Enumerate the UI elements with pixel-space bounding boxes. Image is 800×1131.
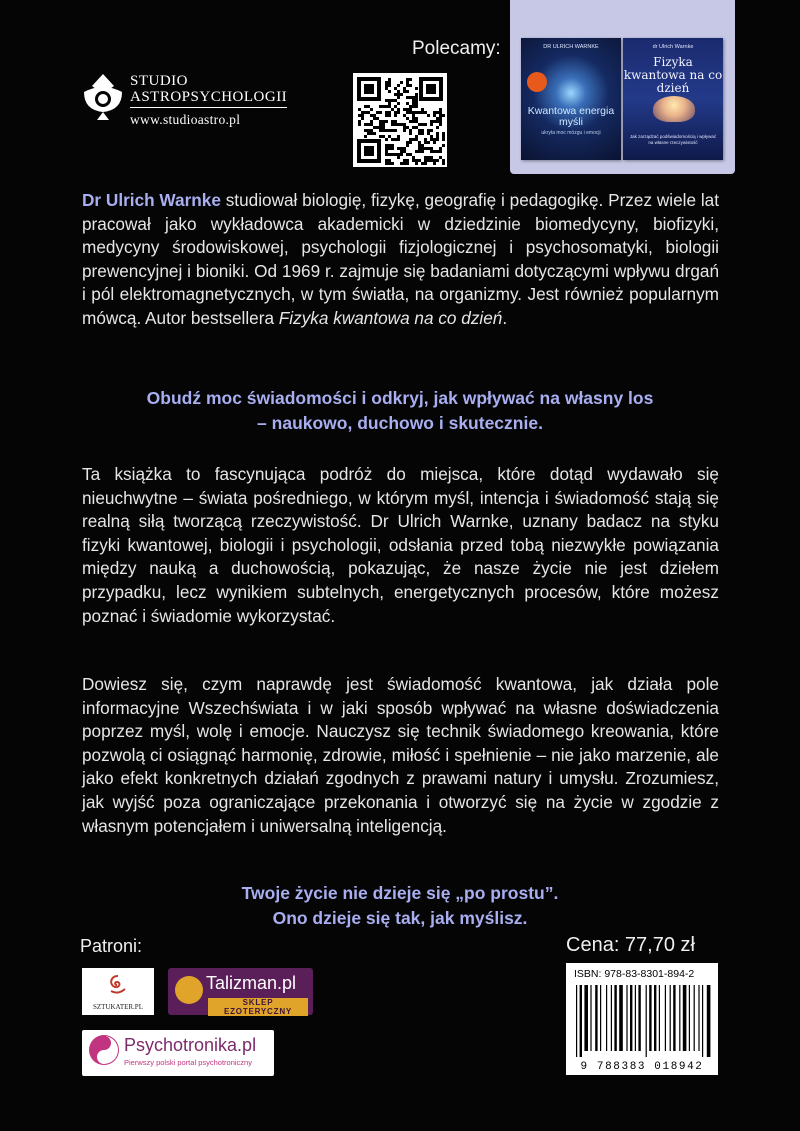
tagline-top-line-2: – naukowo, duchowo i skutecznie.	[257, 413, 543, 433]
logo-line-1: STUDIO	[130, 73, 188, 89]
tagline-bottom	[60, 881, 740, 931]
recommended-books-panel	[510, 0, 735, 174]
book1-subtitle: ukryta moc mózgu i emocji	[541, 130, 601, 136]
sztukater-logo	[82, 968, 154, 1015]
barcode-bars	[574, 985, 712, 1057]
isbn-barcode	[566, 963, 718, 1075]
publisher-logo	[130, 73, 287, 130]
description-paragraph-2: Dowiesz się, czym naprawdę jest świadomość kwantowa, jak działa pole informacyjne Wszechświata i w jaki sposób wpływać na własne doświadczenia poprzez myśl, wolę i emocje. Nauczysz się technik świadomego kreowania, które pozwolą ci osiągnąć harmonię, zdrowie, miłość i spełnienie – nie jako marzenie, ale jako efekt konkretnych działań zgodnych z prawami natury i umysłu. Zrozumiesz, jak wyjść poza ograniczające przekonania i otworzyć się na życie w zgodzie z własnym potencjałem i uniwersalną inteligencją.	[82, 674, 719, 836]
bestseller-title: Fizyka kwantowa na co dzień	[278, 307, 503, 328]
patrons-label: Patroni:	[80, 936, 143, 956]
book1-author: DR ULRICH WARNKE	[543, 44, 599, 50]
studio-astropsychologii-logo-icon	[80, 72, 126, 122]
author-bio-text: studiował biologię, fizykę, geografię i pedagogikę. Przez wiele lat pracował jako wykładowca akademicki w dziedzinie biomedycyny, biofizyki, medycyny środowiskowej, psychologii fizjologicznej i psychosomatyki, biologii prewencyjnej i bioniki. Od 1969 r. zajmuje się badaniami dotyczącymi wpływu drgań i pól elektromagnetycznych, w tym światła, na organizmy. Jest również popularnym mówcą. Autor bestsellera	[82, 190, 719, 328]
book2-subtitle: Jak zarządzać podświadomością i wpływać na własne rzeczywistość	[629, 134, 717, 145]
psychotronika-logo	[82, 1030, 274, 1076]
sztukater-ornament-icon	[106, 973, 130, 997]
psychotronika-name: Psychotronika.pl	[124, 1035, 257, 1055]
tagline-bottom-line-2: Ono dzieje się tak, jak myślisz.	[272, 908, 528, 928]
tagline-top	[60, 386, 740, 436]
logo-website: www.studioastro.pl	[130, 112, 241, 127]
yin-yang-icon	[89, 1035, 119, 1065]
description-paragraph-1: Ta książka to fascynująca podróż do miejsca, które dotąd wydawało się nieuchwytne – świata pośredniego, w którym myśl, intencja i świadomość stają się realną siłą tworzącą rzeczywistość. Dr Ulrich Warnke, uznany badacz na styku fizyki kwantowej, biologii i psychologii, odsłania przed tobą niezwykłe powiązania między nauką a duchowością, pokazując, że nasze życie nie jest dziełem przypadku, lecz wynikiem subtelnych, energetycznych procesów, które możesz poznać i świadomie wykorzystać.	[82, 464, 719, 626]
author-bio	[82, 189, 719, 331]
bio-end: .	[502, 307, 508, 328]
talizman-name: Talizman.pl	[206, 973, 297, 993]
talizman-logo	[168, 968, 313, 1015]
qr-code	[353, 73, 447, 167]
talizman-amulet-icon	[175, 976, 203, 1004]
isbn-label: ISBN: 978-83-8301-894-2	[574, 968, 695, 980]
price: Cena: 77,70 zł	[566, 934, 695, 956]
talizman-subtitle: SKLEP EZOTERYCZNY	[208, 998, 308, 1016]
psychotronika-subtitle: Pierwszy polski portal psychotroniczny	[124, 1058, 252, 1067]
sztukater-label: SZTUKATER.PL	[93, 1003, 143, 1011]
logo-line-2: ASTROPSYCHOLOGII	[130, 89, 287, 108]
book1-title: Kwantowa energia myśli	[527, 105, 615, 128]
author-name: Dr Ulrich Warnke	[82, 190, 221, 210]
book-cover-kwantowa-energia-mysli	[521, 38, 621, 160]
book2-title: Fizyka kwantowa na co dzień	[623, 55, 723, 95]
isbn-digits: 9 788383 018942	[580, 1061, 704, 1073]
book-cover-fizyka-kwantowa	[623, 38, 723, 160]
book2-author: dr Ulrich Warnke	[652, 44, 694, 50]
recommend-label: Polecamy:	[412, 38, 501, 59]
tagline-top-line-1: Obudź moc świadomości i odkryj, jak wpływać na własny los	[146, 388, 654, 408]
glowing-hands-icon	[653, 96, 695, 122]
tagline-bottom-line-1: Twoje życie nie dzieje się „po prostu”.	[241, 883, 559, 903]
bestseller-badge-icon	[527, 72, 547, 92]
